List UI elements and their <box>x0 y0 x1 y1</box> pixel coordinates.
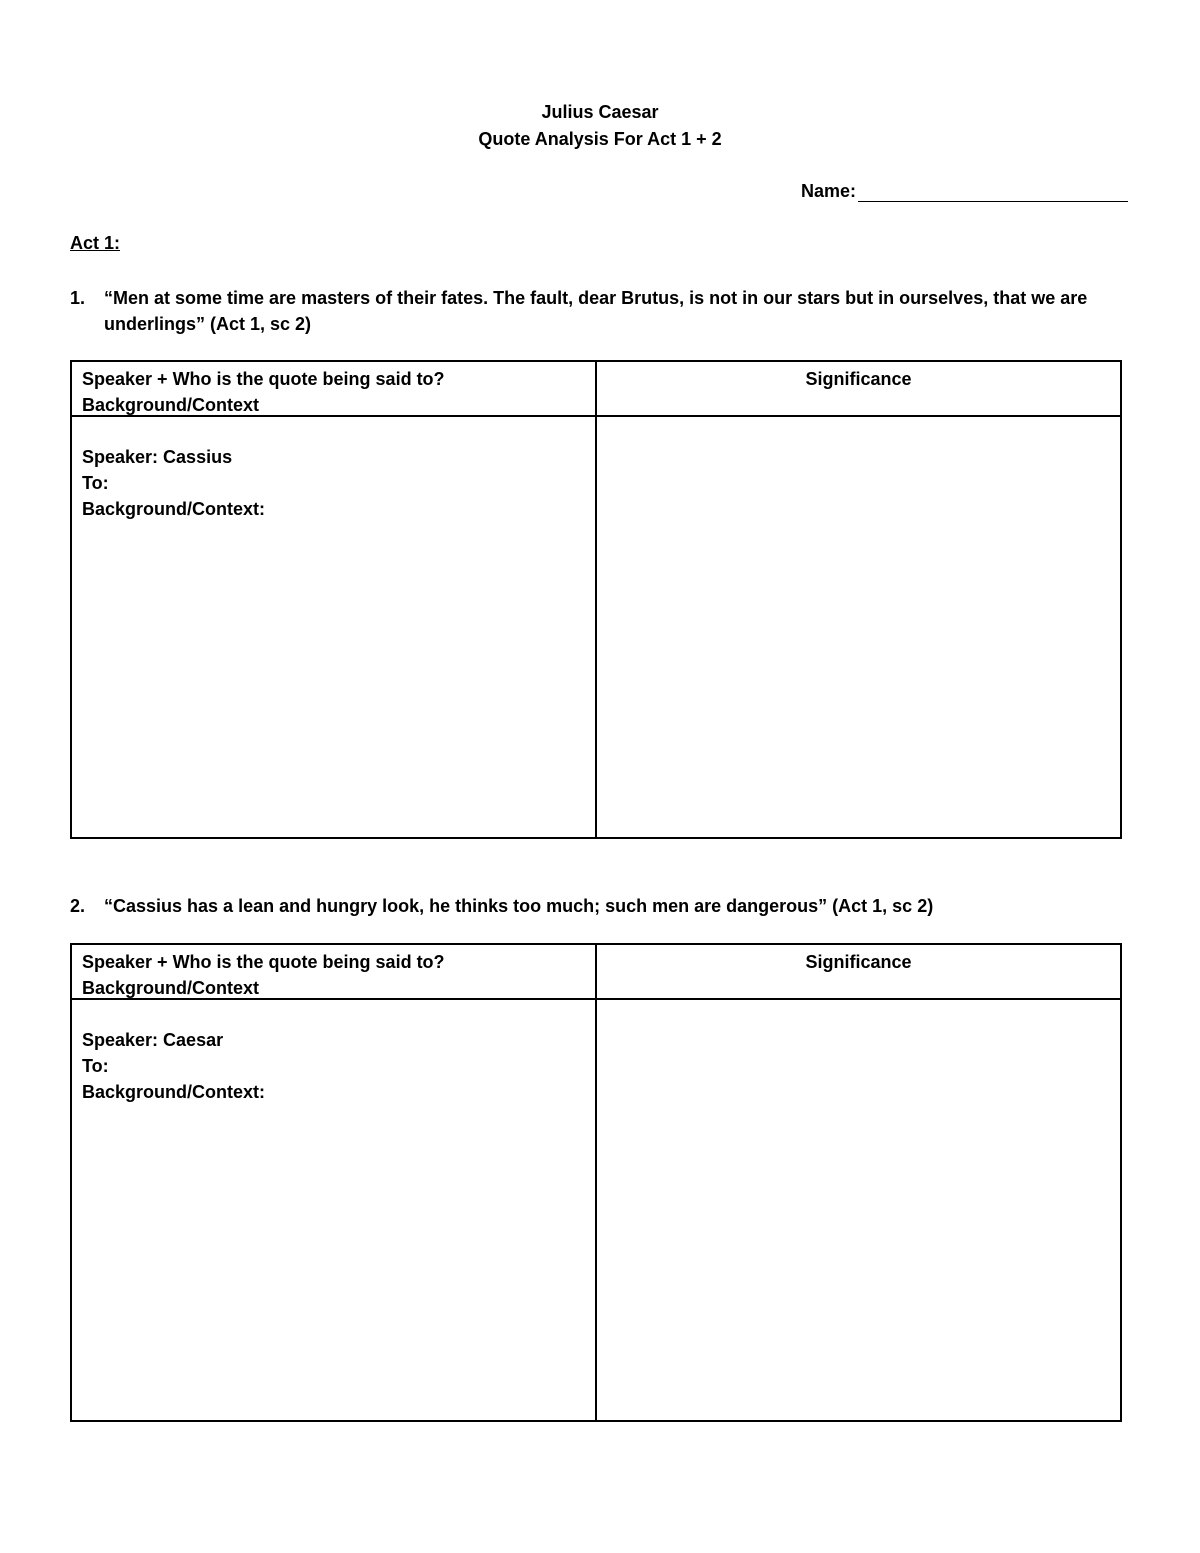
question-quote: “Cassius has a lean and hungry look, he thinks too much; such men are dangerous” (Act 1, sc 2) <box>104 896 934 916</box>
background-context-line: Background/Context: <box>82 1082 266 1102</box>
to-line: To: <box>82 473 109 493</box>
name-label: Name: <box>801 181 857 201</box>
question-1 <box>70 285 1130 337</box>
context-header-line: Background/Context <box>82 978 260 998</box>
speaker-context-header <box>82 366 582 418</box>
speaker-header-line: Speaker + Who is the quote being said to? <box>82 952 445 972</box>
to-line: To: <box>82 1056 109 1076</box>
analysis-table-1 <box>70 360 1122 839</box>
document-title: Julius Caesar <box>541 102 659 122</box>
significance-header: Significance <box>805 952 912 972</box>
speaker-line: Speaker: Caesar <box>82 1030 224 1050</box>
name-blank-line[interactable] <box>858 181 1128 202</box>
speaker-header-line: Speaker + Who is the quote being said to? <box>82 369 445 389</box>
act-heading: Act 1: <box>70 233 121 253</box>
question-number: 1. <box>70 288 86 308</box>
significance-header: Significance <box>805 369 912 389</box>
background-context-line: Background/Context: <box>82 499 266 519</box>
analysis-table-2 <box>70 943 1122 1422</box>
speaker-line: Speaker: Cassius <box>82 447 233 467</box>
context-header-line: Background/Context <box>82 395 260 415</box>
significance-cell[interactable] <box>597 1000 1120 1420</box>
speaker-context-header <box>82 949 582 1001</box>
document-subtitle: Quote Analysis For Act 1 + 2 <box>478 129 722 149</box>
question-2 <box>70 893 1130 919</box>
question-number: 2. <box>70 896 86 916</box>
name-field-row <box>801 180 1128 202</box>
speaker-context-cell[interactable] <box>82 1027 582 1105</box>
significance-cell[interactable] <box>597 417 1120 837</box>
question-quote: “Men at some time are masters of their fates. The fault, dear Brutus, is not in our stars but in ourselves, that we are underlings” (Act 1, sc 2) <box>104 288 1088 334</box>
speaker-context-cell[interactable] <box>82 444 582 522</box>
